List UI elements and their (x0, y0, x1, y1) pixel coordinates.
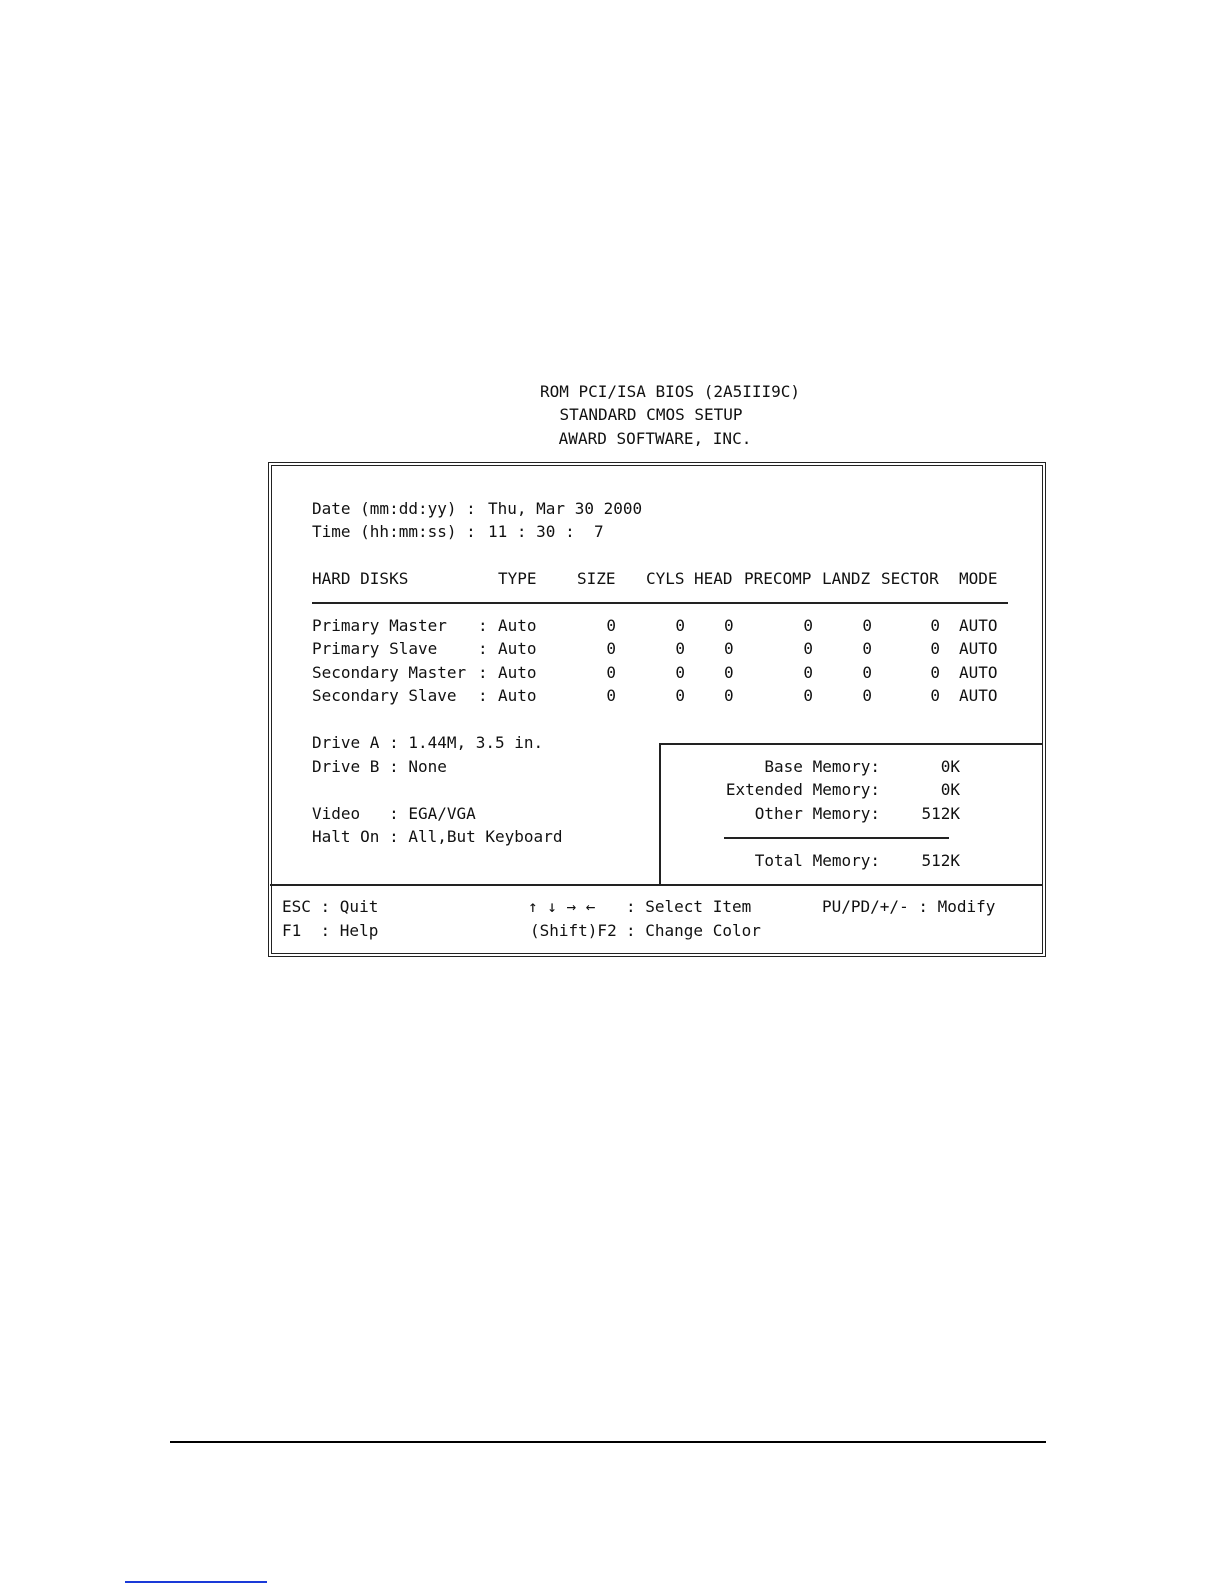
disk-separator: : (478, 616, 488, 635)
modify-hint: PU/PD/+/- : Modify (822, 897, 996, 916)
page-link-underline (125, 1581, 267, 1583)
setup-title: STANDARD CMOS SETUP (559, 405, 743, 424)
disk-precomp: 0 (803, 616, 813, 635)
disk-size: 0 (606, 616, 616, 635)
disk-precomp: 0 (803, 663, 813, 682)
arrow-keys-icon: ↑ ↓ → ← (528, 897, 596, 916)
select-item-hint: : Select Item (626, 897, 752, 916)
disk-name: Primary Slave (312, 639, 438, 658)
page-bottom-rule (170, 1441, 1046, 1443)
disk-landz: 0 (862, 663, 872, 682)
change-color-hint: : Change Color (626, 921, 761, 940)
col-cyls: CYLS (646, 569, 685, 588)
total-memory-value: 512K (921, 851, 960, 870)
col-mode: MODE (959, 569, 998, 588)
col-sector: SECTOR (881, 569, 939, 588)
video-setting[interactable]: Video : EGA/VGA (312, 804, 476, 823)
memory-panel-left-border (659, 743, 661, 886)
disk-mode: AUTO (959, 663, 998, 682)
disk-separator: : (478, 639, 488, 658)
disk-cyls: 0 (675, 639, 685, 658)
disk-head: 0 (724, 639, 734, 658)
date-label: Date (mm:dd:yy) : (312, 499, 476, 518)
disk-head: 0 (724, 616, 734, 635)
disk-head: 0 (724, 686, 734, 705)
disk-landz: 0 (862, 639, 872, 658)
bios-title: ROM PCI/ISA BIOS (2A5III9C) (539, 382, 801, 401)
disk-type[interactable]: Auto (498, 686, 537, 705)
disk-sector: 0 (930, 686, 940, 705)
disk-cyls: 0 (675, 616, 685, 635)
disk-landz: 0 (862, 616, 872, 635)
col-type: TYPE (498, 569, 537, 588)
disk-type[interactable]: Auto (498, 639, 537, 658)
table-header-divider (312, 602, 1008, 604)
base-memory-label: Base Memory: (764, 757, 880, 776)
memory-panel-top-border (660, 743, 1042, 745)
time-field[interactable]: 11 : 30 : 7 (488, 522, 604, 541)
drive-a-setting[interactable]: Drive A : 1.44M, 3.5 in. (312, 733, 544, 752)
disk-type[interactable]: Auto (498, 663, 537, 682)
disk-size: 0 (606, 686, 616, 705)
drive-b-setting[interactable]: Drive B : None (312, 757, 447, 776)
disk-separator: : (478, 686, 488, 705)
disk-cyls: 0 (675, 663, 685, 682)
disk-mode: AUTO (959, 686, 998, 705)
disk-sector: 0 (930, 639, 940, 658)
extended-memory-label: Extended Memory: (725, 780, 880, 799)
disk-type[interactable]: Auto (498, 616, 537, 635)
time-label: Time (hh:mm:ss) : (312, 522, 476, 541)
col-head: HEAD (694, 569, 733, 588)
disk-size: 0 (606, 663, 616, 682)
vendor-title: AWARD SOFTWARE, INC. (558, 429, 752, 448)
extended-memory-value: 0K (940, 780, 960, 799)
disk-size: 0 (606, 639, 616, 658)
disk-name: Secondary Slave (312, 686, 457, 705)
col-precomp: PRECOMP (744, 569, 812, 588)
disk-cyls: 0 (675, 686, 685, 705)
base-memory-value: 0K (940, 757, 960, 776)
disk-head: 0 (724, 663, 734, 682)
disk-sector: 0 (930, 616, 940, 635)
col-hard-disks: HARD DISKS (312, 569, 409, 588)
memory-total-divider (724, 837, 949, 839)
disk-precomp: 0 (803, 639, 813, 658)
disk-precomp: 0 (803, 686, 813, 705)
footer-divider (270, 884, 1042, 886)
disk-landz: 0 (862, 686, 872, 705)
disk-mode: AUTO (959, 639, 998, 658)
esc-quit-hint: ESC : Quit (282, 897, 379, 916)
shift-f2-key: (Shift)F2 (530, 921, 617, 940)
halt-on-setting[interactable]: Halt On : All,But Keyboard (312, 827, 563, 846)
disk-separator: : (478, 663, 488, 682)
date-field[interactable]: Thu, Mar 30 2000 (488, 499, 643, 518)
f1-help-hint: F1 : Help (282, 921, 379, 940)
disk-sector: 0 (930, 663, 940, 682)
disk-mode: AUTO (959, 616, 998, 635)
col-size: SIZE (577, 569, 616, 588)
other-memory-value: 512K (921, 804, 960, 823)
col-landz: LANDZ (822, 569, 871, 588)
disk-name: Primary Master (312, 616, 447, 635)
disk-name: Secondary Master (312, 663, 467, 682)
total-memory-label: Total Memory: (754, 851, 880, 870)
other-memory-label: Other Memory: (754, 804, 880, 823)
